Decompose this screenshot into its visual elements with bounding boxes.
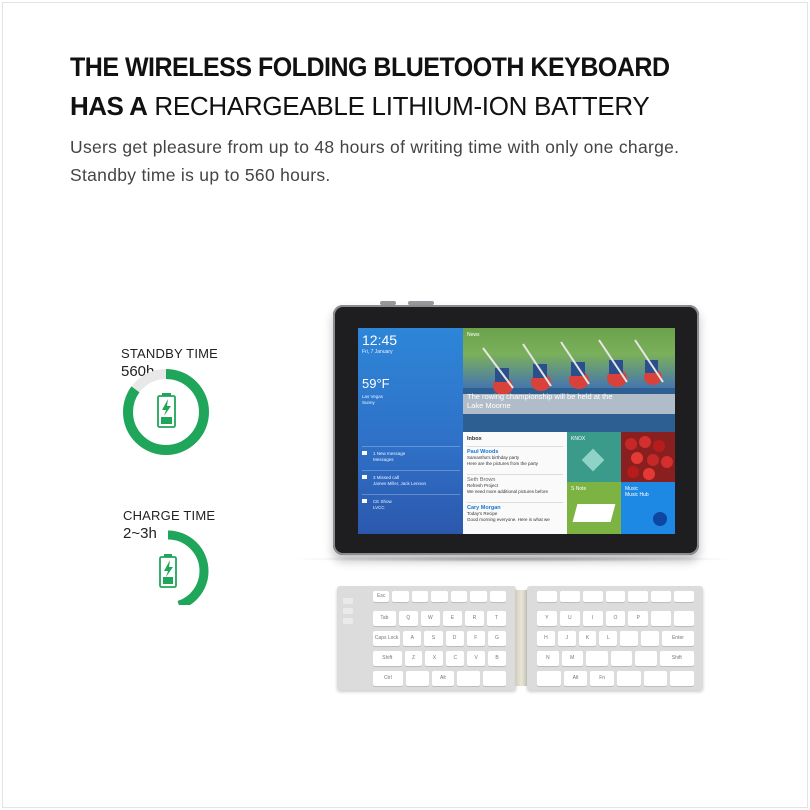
headline-line-2: [70, 91, 649, 122]
keyboard-key[interactable]: [451, 591, 467, 602]
phone-icon: [362, 475, 367, 479]
keyboard-key[interactable]: R: [465, 611, 484, 626]
keyboard-key[interactable]: Esc: [373, 591, 389, 602]
news-tag: News: [467, 332, 480, 338]
weather-location: [362, 394, 383, 406]
keyboard-key[interactable]: Shift: [660, 651, 694, 666]
keyboard-key[interactable]: K: [579, 631, 597, 646]
description-line-1: Users get pleasure from up to 48 hours of writing time with only one charge.: [70, 137, 680, 157]
headline-line-2-bold: HAS A: [70, 91, 148, 121]
keyboard-key[interactable]: N: [537, 651, 559, 666]
keyboard-key[interactable]: [644, 671, 668, 686]
keyboard-key[interactable]: Caps Lock: [373, 631, 400, 646]
keyboard-key[interactable]: L: [599, 631, 617, 646]
mail-item: [467, 446, 563, 467]
keyboard-key[interactable]: [490, 591, 506, 602]
keyboard-key[interactable]: [560, 591, 580, 602]
keyboard-key[interactable]: [670, 671, 694, 686]
inbox-title: Inbox: [467, 436, 482, 442]
keyboard-key[interactable]: Shift: [373, 651, 402, 666]
weather: Sunny: [362, 400, 375, 405]
keyboard-key[interactable]: Q: [399, 611, 418, 626]
keyboard-key[interactable]: [617, 671, 641, 686]
knox-shield-icon: [582, 449, 605, 472]
keyboard-key[interactable]: A: [403, 631, 421, 646]
keyboard-key[interactable]: E: [443, 611, 462, 626]
inbox-panel: [463, 432, 567, 534]
keyboard-key[interactable]: [651, 611, 671, 626]
keyboard-key[interactable]: [586, 651, 608, 666]
notification-row: [362, 446, 460, 469]
keyboard-key[interactable]: W: [421, 611, 440, 626]
keyboard-key[interactable]: [583, 591, 603, 602]
keyboard-key[interactable]: [635, 651, 657, 666]
keyboard-key[interactable]: I: [583, 611, 603, 626]
news-caption-2: Lake Moorne: [467, 401, 511, 410]
charge-label: CHARGE TIME: [123, 508, 216, 523]
keyboard-switch: [343, 598, 353, 604]
keyboard-key[interactable]: [406, 671, 429, 686]
keyboard-key[interactable]: [620, 631, 638, 646]
keyboard-key[interactable]: Alt: [432, 671, 455, 686]
headline-line-1: THE WIRELESS FOLDING BLUETOOTH KEYBOARD: [70, 52, 670, 83]
notification-text: 1 New message: [373, 451, 406, 456]
keyboard-key[interactable]: Fn: [590, 671, 614, 686]
description-line-2: Standby time is up to 560 hours.: [70, 165, 331, 185]
keyboard-key[interactable]: [431, 591, 447, 602]
news-photo: [463, 328, 675, 432]
keyboard-key[interactable]: G: [488, 631, 506, 646]
tablet-screen: [358, 328, 675, 534]
keyboard-hinge: [515, 590, 527, 686]
keyboard-key[interactable]: C: [446, 651, 464, 666]
keyboard-key[interactable]: O: [606, 611, 626, 626]
keyboard-key[interactable]: [412, 591, 428, 602]
mail-sender: Paul Woods: [467, 449, 499, 455]
keyboard-key[interactable]: [537, 671, 561, 686]
keyboard-key[interactable]: [674, 611, 694, 626]
keyboard-key[interactable]: H: [537, 631, 555, 646]
clock: 12:45: [362, 332, 398, 348]
mail-preview: Here are the pictures from the party: [467, 461, 539, 466]
location: Las Vegas: [362, 394, 384, 399]
charge-value: 2~3h: [123, 525, 157, 542]
tile-snote: [567, 482, 621, 534]
keyboard-key[interactable]: [470, 591, 486, 602]
keyboard-key[interactable]: [674, 591, 694, 602]
notification-sub: Messages: [373, 457, 394, 462]
keyboard-key[interactable]: Y: [537, 611, 557, 626]
battery-charging-icon: [158, 393, 175, 427]
keyboard-key[interactable]: X: [425, 651, 443, 666]
book-image: [573, 504, 616, 522]
tile-cherries: [621, 432, 675, 482]
battery-charging-icon: [160, 554, 176, 587]
tile-knox-label: KNOX: [571, 436, 586, 442]
tablet-shadow: [290, 556, 740, 562]
notification-sub: James Miller, Jack Lennon: [373, 481, 427, 486]
keyboard-key[interactable]: F: [467, 631, 485, 646]
calendar-icon: [362, 499, 367, 503]
notification-sub: LVCC: [373, 505, 385, 510]
date: Fri, 7 January: [362, 349, 393, 355]
tile-knox: [567, 432, 621, 482]
keyboard-key[interactable]: M: [562, 651, 584, 666]
keyboard-key[interactable]: P: [628, 611, 648, 626]
keyboard-key[interactable]: [537, 591, 557, 602]
notification-text: CE Show: [373, 499, 392, 504]
keyboard-key[interactable]: Tab: [373, 611, 396, 626]
keyboard-key[interactable]: [457, 671, 480, 686]
screen-status-panel: [358, 328, 463, 534]
description: [70, 133, 770, 189]
keyboard-key[interactable]: B: [488, 651, 506, 666]
keyboard-key[interactable]: Z: [405, 651, 423, 666]
notification-row: [362, 470, 460, 493]
tile-music: [621, 482, 675, 534]
mail-sender: Seth Brown: [467, 477, 496, 483]
keyboard-key[interactable]: [483, 671, 506, 686]
keyboard-switch: [343, 618, 353, 624]
keyboard-key[interactable]: V: [467, 651, 485, 666]
message-icon: [362, 451, 367, 455]
news-caption-1: The rowing championship will be held at the: [467, 392, 613, 401]
keyboard-key[interactable]: S: [424, 631, 442, 646]
rowing-photo: [463, 328, 675, 432]
keyboard-key[interactable]: [392, 591, 408, 602]
mail-preview: Good morning everyone. Here is what we: [467, 517, 550, 522]
keyboard-key[interactable]: [628, 591, 648, 602]
mail-item: [467, 474, 563, 495]
tile-music-title: Music: [625, 486, 639, 492]
news-caption: [467, 392, 613, 410]
keyboard-key[interactable]: [651, 591, 671, 602]
apps-grid-icon: [653, 512, 667, 526]
keyboard-key[interactable]: T: [487, 611, 506, 626]
keyboard-key[interactable]: Alt: [564, 671, 588, 686]
mail-subject: Today's Recipe: [467, 511, 498, 516]
notification-row: [362, 494, 460, 517]
cherries-image: [621, 432, 675, 482]
temperature: 59°F: [362, 376, 390, 391]
mail-sender: Cary Morgan: [467, 505, 501, 511]
mail-subject: Refresh Project: [467, 483, 499, 488]
charge-ring: [120, 527, 216, 605]
standby-ring: [120, 366, 212, 458]
standby-value: 560h: [121, 363, 155, 380]
tile-music-sub: Music Hub: [625, 492, 649, 498]
mail-item: [467, 502, 563, 523]
tile-music-label: [625, 486, 649, 498]
keyboard-key[interactable]: Enter: [662, 631, 694, 646]
tile-snote-label: S Note: [571, 486, 587, 492]
standby-label: STANDBY TIME: [121, 346, 219, 361]
keyboard-key[interactable]: [641, 631, 659, 646]
keyboard-switch: [343, 608, 353, 614]
headline-line-2-thin: RECHARGEABLE LITHIUM-ION BATTERY: [154, 91, 650, 121]
keyboard-key[interactable]: [611, 651, 633, 666]
keyboard-key[interactable]: [606, 591, 626, 602]
mail-preview: We need more additional pictures before: [467, 489, 548, 494]
keyboard-key[interactable]: J: [558, 631, 576, 646]
keyboard-key[interactable]: D: [446, 631, 464, 646]
keyboard-key[interactable]: U: [560, 611, 580, 626]
mail-subject: Samantha's birthday party: [467, 455, 520, 460]
keyboard-key[interactable]: Ctrl: [373, 671, 403, 686]
notification-text: 3 Missed call: [373, 475, 400, 480]
